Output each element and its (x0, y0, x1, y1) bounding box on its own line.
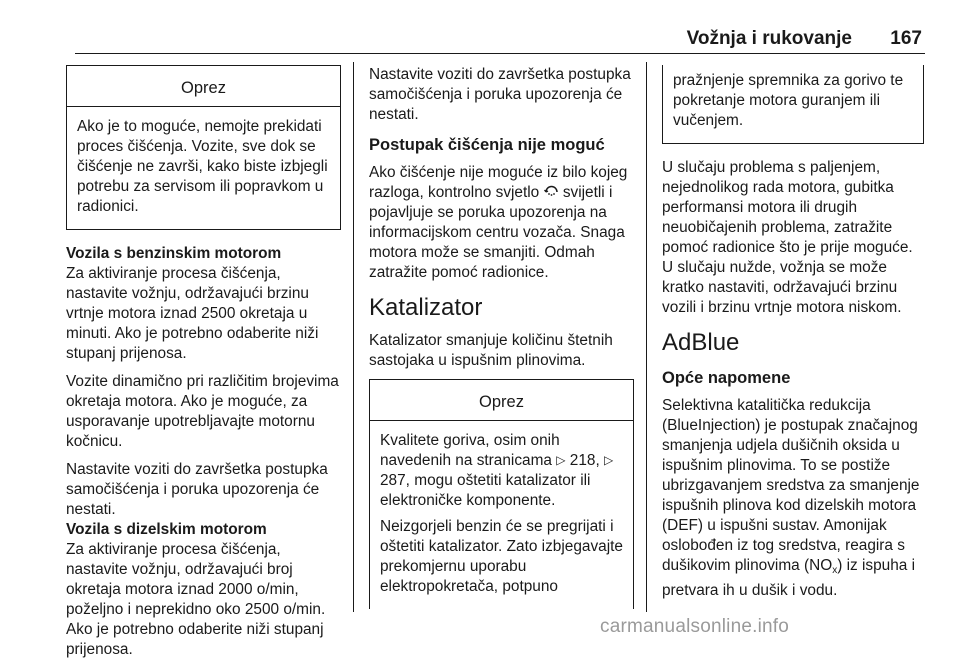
caution-heading: Oprez (67, 66, 340, 107)
caution-box-continued (662, 65, 924, 144)
fail-text-before: Ako čišćenje nije moguće iz bilo kojeg razloga, kontrolno svjetlo (369, 164, 628, 201)
caution-continued-body (663, 65, 923, 143)
adblue-heading: AdBlue (662, 329, 740, 356)
watermark: carmanualsonline.info (600, 616, 790, 637)
column-2 (369, 65, 634, 609)
caution-text-fuel: Kvalitete goriva, osim onih navedenih na stranicama (380, 432, 560, 469)
continue-paragraph: Nastavite voziti do završetka postupka samočišćenja i poruka upozorenja će nestati. (369, 66, 631, 123)
catalyst-caution-body (370, 421, 633, 609)
header-rule (75, 53, 925, 54)
general-text-a: Selektivna katalitička redukcija (BlueInjection) je postupak značajnog smanjenja udjela dušičnih oksida u ispušnim plinovima. To se postiže ubrizgavanjem sredstva za smanjenje ispušnih plinova kod dizelskih motora (DEF) u ispušni sustav. Amonijak oslobođen iz tog sredstva, reagira s dušikovim plinovima (NO (662, 397, 920, 574)
running-header-title: Vožnja i rukovanje (686, 28, 852, 49)
caution-text: Ako je to moguće, nemojte prekidati proces čišćenja. Vozite, sve dok se čišćenje ne završi, kako biste izbjegli potrebu za servisom ili popravkom u radionici. (77, 118, 328, 215)
fail-text-after: svijetli i pojavljuje se poruka upozorenja na informacijskom centru vozača. Snaga motora može se smanjiti. Odmah zatražite pomoć radionice. (369, 184, 625, 281)
catalyst-heading: Katalizator (369, 294, 483, 321)
problems-paragraph: U slučaju problema s paljenjem, nejednolikog rada motora, gubitka performansi motora ili drugih neuobičajenih problema, zatražite pomoć radionice što je prije moguće. U slučaju nužde, vožnja se može kratko nastaviti, održavajući brzinu vozili i brzinu vrtnje motora niskom. (662, 159, 913, 316)
column-divider-2 (646, 62, 647, 612)
nox-subscript: x (832, 565, 838, 576)
general-notes-paragraph (662, 396, 924, 601)
cleaning-impossible-paragraph (369, 163, 634, 283)
column-1 (66, 65, 341, 668)
exhaust-filter-warning-light-icon (544, 183, 559, 203)
diesel-heading: Vozila s dizelskim motorom (66, 521, 267, 538)
catalyst-caution-paragraph-1 (380, 431, 625, 511)
caution-body (67, 107, 340, 229)
general-text-b: ) iz ispuha i pretvara ih u dušik i vodu. (662, 557, 916, 599)
page-reference-arrow-icon: ▷ (604, 453, 614, 467)
caution-box (66, 65, 341, 230)
catalyst-caution-box (369, 379, 634, 609)
diesel-paragraph-1: Za aktiviranje procesa čišćenja, nastavite vožnju, održavajući broj okretaja motora iznad 2000 o/min, poželjno i neprekidno oko 2500 o/min. Ako je potrebno odaberite niži stupanj prijenosa. (66, 541, 326, 658)
caution-continued-text: pražnjenje spremnika za gorivo te pokretanje motora guranjem ili vučenjem. (673, 72, 904, 129)
petrol-paragraph-1: Za aktiviranje procesa čišćenja, nastavite vožnju, održavajući brzinu vrtnje motora iznad 2500 okretaja u minuti. Ako je potrebno odaberite niži stupanj prijenosa. (66, 265, 319, 362)
catalyst-caution-heading: Oprez (370, 380, 633, 421)
column-3 (662, 65, 924, 609)
petrol-paragraph-3: Nastavite voziti do završetka postupka samočišćenja i poruka upozorenja će nestati. (66, 461, 328, 518)
page-reference-2[interactable]: 287, (380, 472, 410, 489)
petrol-paragraph-2: Vozite dinamično pri različitim brojevima okretaja motora. Ako je moguće, za usporavanje upotrebljavajte motornu kočnicu. (66, 373, 339, 450)
petrol-heading: Vozila s benzinskim motorom (66, 245, 282, 262)
catalyst-paragraph: Katalizator smanjuje količinu štetnih sastojaka u ispušnim plinovima. (369, 332, 613, 369)
caution-text-damage: mogu oštetiti katalizator ili elektroničke komponente. (380, 472, 591, 509)
general-notes-heading: Opće napomene (662, 369, 791, 387)
column-divider-1 (353, 62, 354, 612)
catalyst-caution-paragraph-2: Neizgorjeli benzin će se pregrijati i oštetiti katalizator. Zato izbjegavajte prekomjernu uporabu elektropokretača, potpuno (380, 518, 623, 595)
cleaning-impossible-heading: Postupak čišćenja nije moguć (369, 136, 605, 154)
page-number: 167 (890, 28, 922, 49)
page-reference-1[interactable]: 218, (569, 452, 600, 469)
page-reference-arrow-icon: ▷ (556, 453, 566, 467)
